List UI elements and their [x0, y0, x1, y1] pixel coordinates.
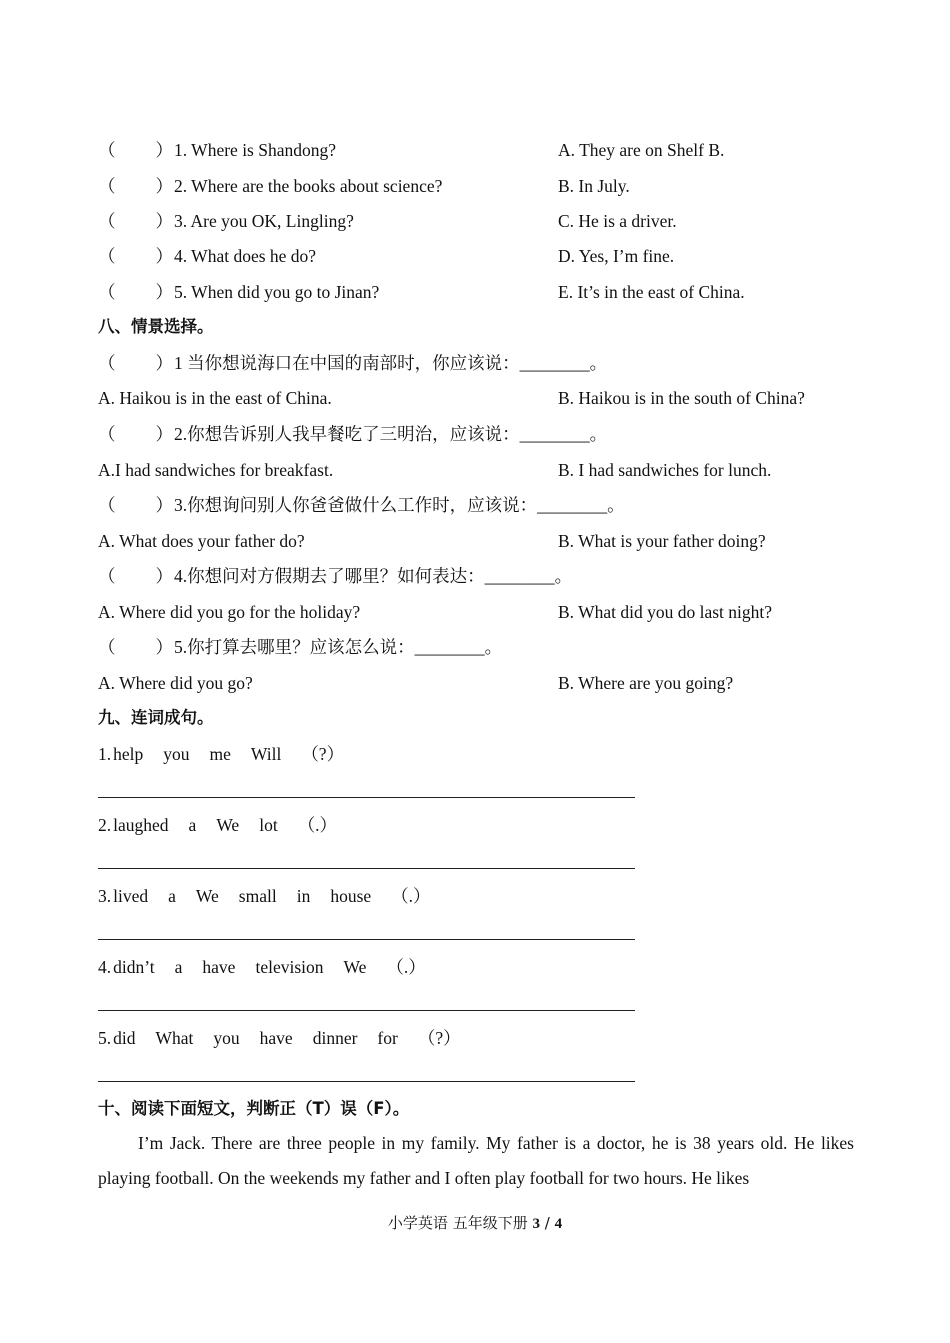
option-a: A. Where did you go for the holiday?: [98, 602, 361, 622]
scenario-question: 2.你想告诉别人我早餐吃了三明治，应该说：________。: [174, 424, 608, 444]
scramble-item-5: 5. did What you have dinner for （?）: [98, 1028, 461, 1048]
scenario-question: 4.你想问对方假期去了哪里？如何表达：________。: [174, 566, 573, 586]
match-answer: A. They are on Shelf B.: [558, 140, 725, 160]
option-b: B. What is your father doing?: [558, 531, 766, 551]
match-question: 3. Are you OK, Lingling?: [174, 211, 354, 231]
match-question: 4. What does he do?: [174, 246, 317, 266]
option-b: B. What did you do last night?: [558, 602, 773, 622]
scramble-item-4: 4. didn’t a have television We （.）: [98, 957, 426, 977]
option-b: B. Where are you going?: [558, 673, 734, 693]
answer-line[interactable]: [98, 868, 635, 869]
section-10-title: 十、阅读下面短文，判断正（T）误（F）。: [98, 1099, 410, 1118]
option-a: A. Haikou is in the east of China.: [98, 388, 332, 408]
match-answer: C. He is a driver.: [558, 211, 677, 231]
option-b: B. Haikou is in the south of China?: [558, 388, 805, 408]
answer-line[interactable]: [98, 1081, 635, 1082]
page-footer: 小学英语 五年级下册 3 / 4: [387, 1214, 563, 1232]
scramble-item-2: 2. laughed a We lot （.）: [98, 815, 338, 835]
answer-line[interactable]: [98, 797, 635, 798]
match-question: 5. When did you go to Jinan?: [174, 282, 380, 302]
option-a: A.I had sandwiches for breakfast.: [98, 460, 334, 480]
scramble-item-1: 1. help you me Will （?）: [98, 744, 345, 764]
answer-line[interactable]: [98, 939, 635, 940]
option-a: A. Where did you go?: [98, 673, 253, 693]
match-answer: E. It’s in the east of China.: [558, 282, 745, 302]
scenario-question: 1 当你想说海口在中国的南部时，你应该说：________。: [174, 353, 608, 373]
section-8-title: 八、情景选择。: [98, 317, 214, 336]
option-b: B. I had sandwiches for lunch.: [558, 460, 772, 480]
scenario-question: 3.你想询问别人你爸爸做什么工作时，应该说：________。: [174, 495, 625, 515]
scramble-item-3: 3. lived a We small in house （.）: [98, 886, 431, 906]
match-question: 1. Where is Shandong?: [174, 140, 337, 160]
option-a: A. What does your father do?: [98, 531, 305, 551]
answer-line[interactable]: [98, 1010, 635, 1011]
scenario-question: 5.你打算去哪里？应该怎么说：________。: [174, 637, 503, 657]
section-9-title: 九、连词成句。: [98, 708, 214, 727]
reading-passage: I’m Jack. There are three people in my family. My father is a doctor, he is 38 years old. He likes playing football. On the weekends my father and I often play football for two hours. He likes: [98, 1133, 854, 1188]
match-answer: D. Yes, I’m fine.: [558, 246, 675, 266]
match-question: 2. Where are the books about science?: [174, 176, 443, 196]
match-answer: B. In July.: [558, 176, 630, 196]
